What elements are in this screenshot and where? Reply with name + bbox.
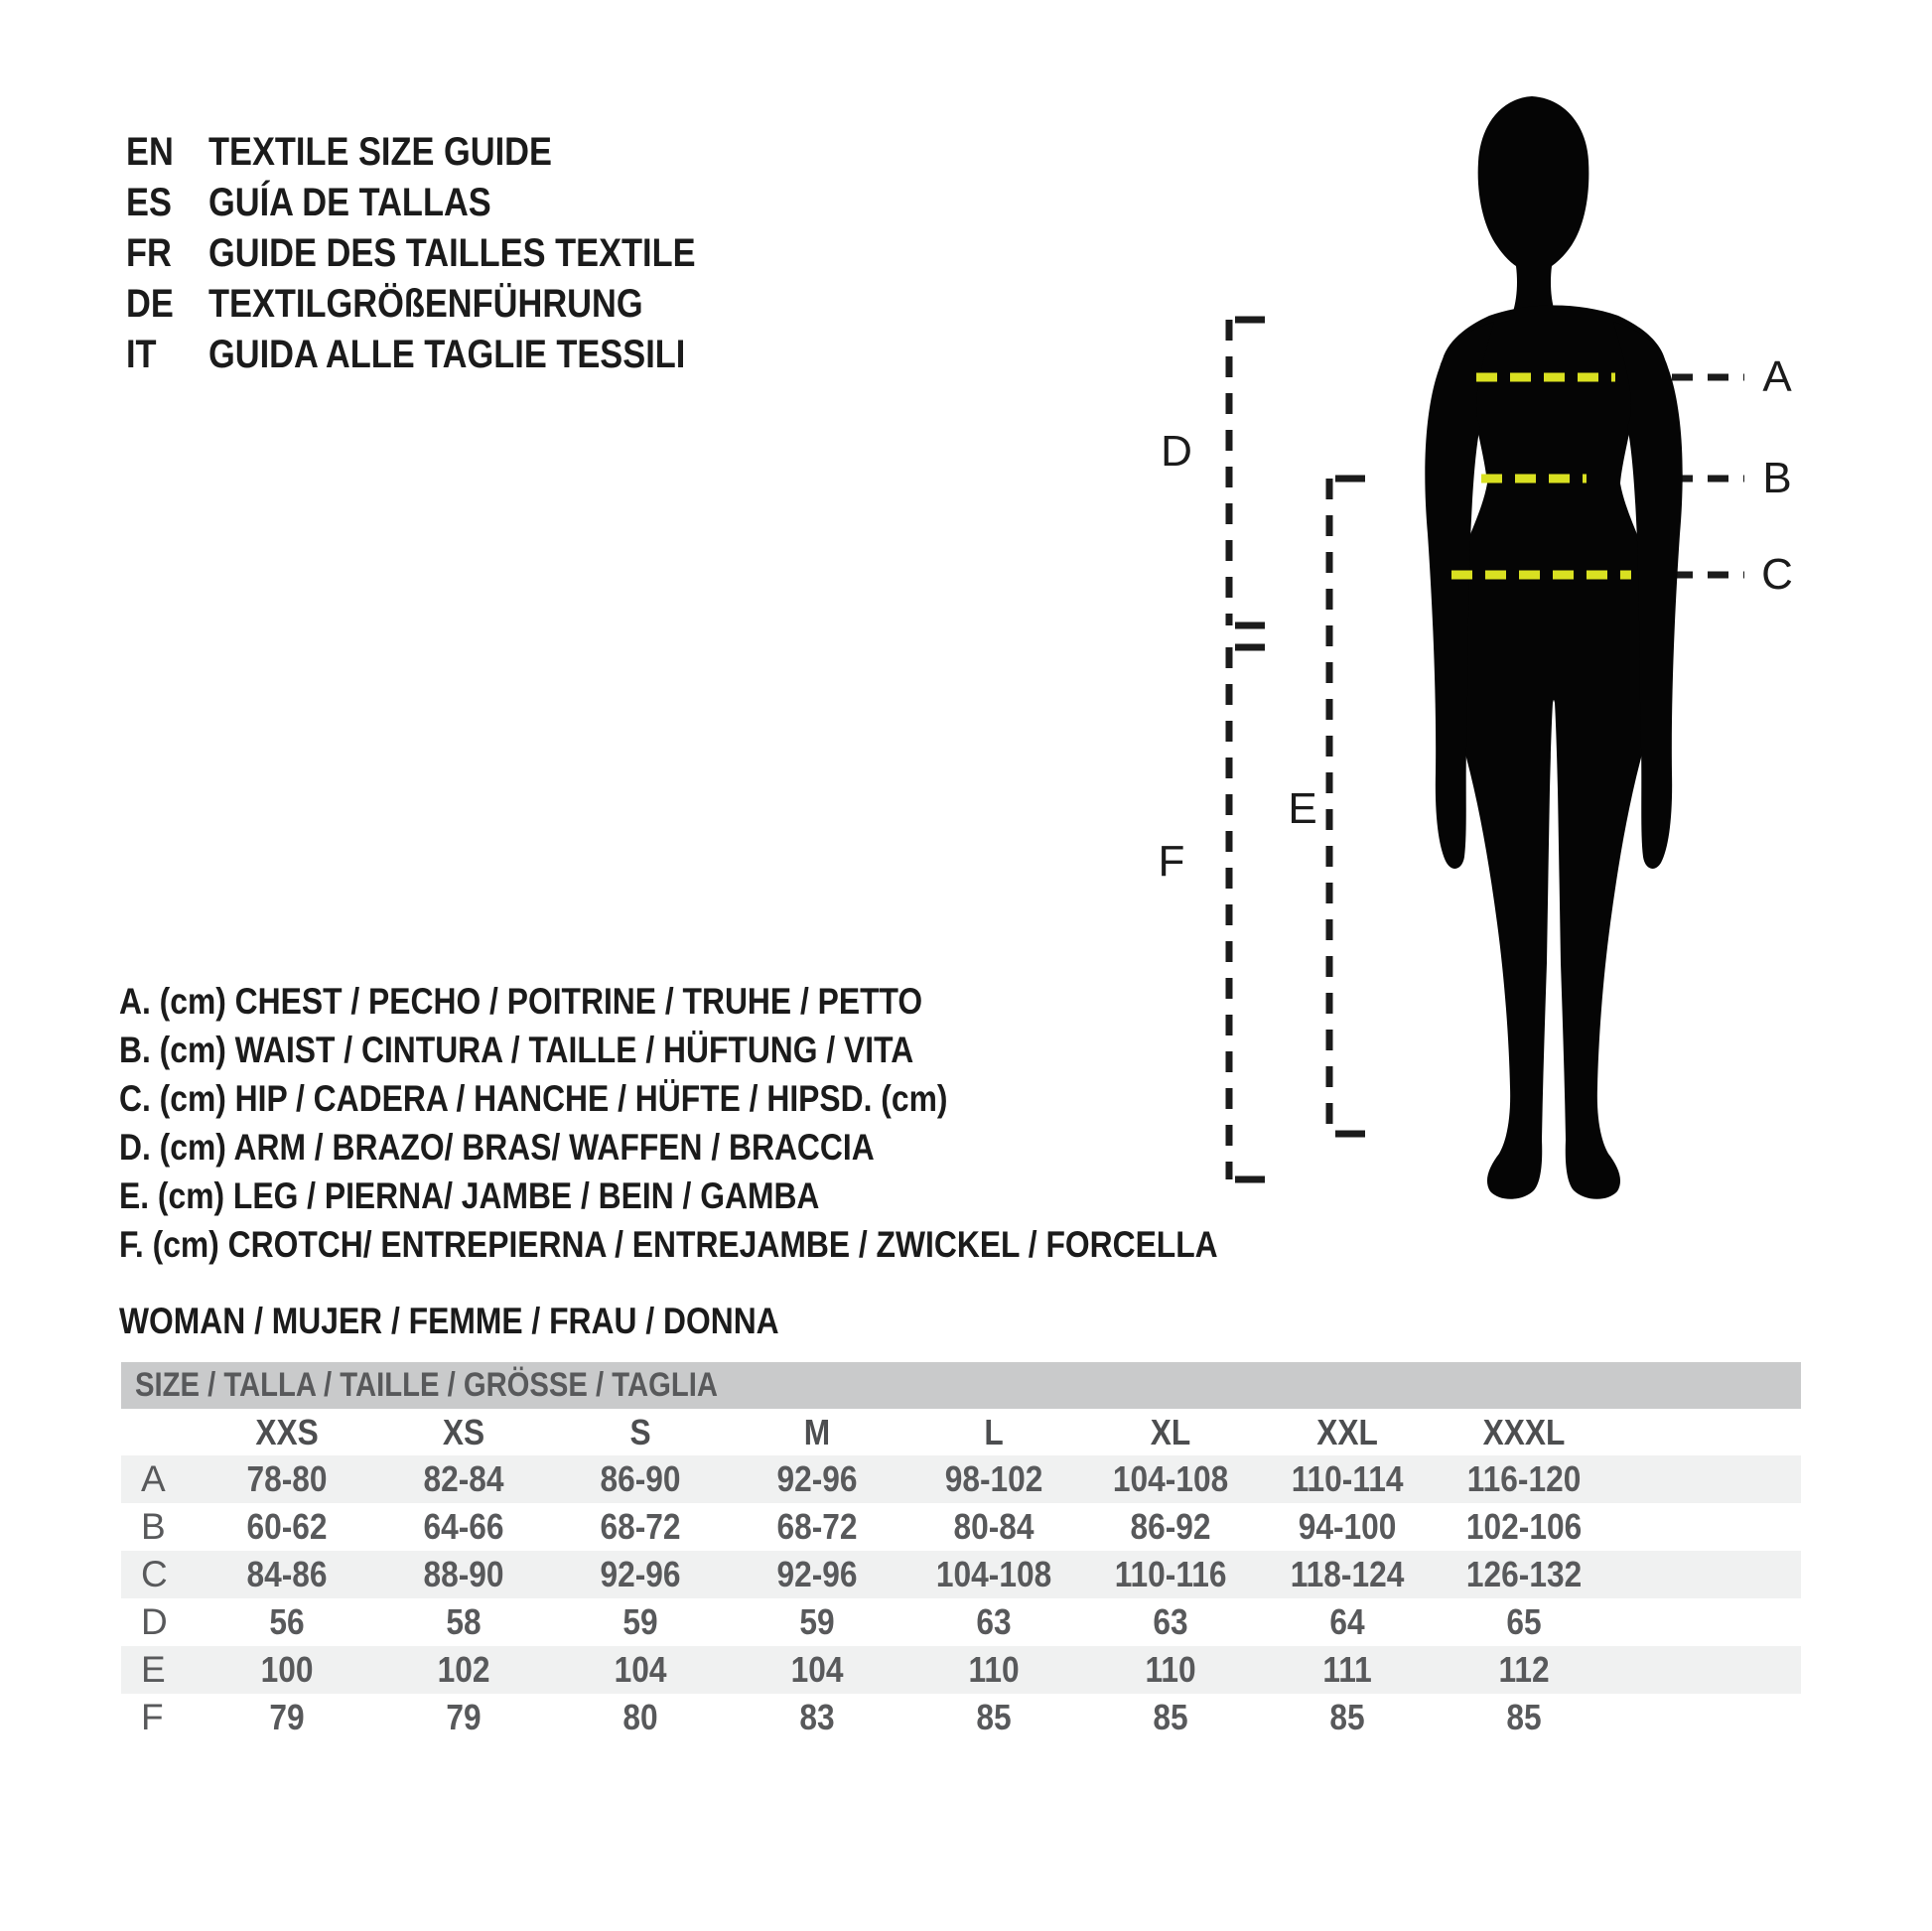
- row-label: B: [141, 1506, 166, 1547]
- cell: 92-96: [776, 1554, 858, 1594]
- cell: 102-106: [1465, 1506, 1583, 1547]
- table-row-c: [121, 1551, 1801, 1598]
- title-text: TEXTILE SIZE GUIDE: [208, 130, 552, 174]
- cell: 110: [1145, 1649, 1196, 1690]
- legend-text: D. (cm) ARM / BRAZO/ BRAS/ WAFFEN / BRACCIA: [119, 1126, 875, 1168]
- cell: 78-80: [246, 1458, 328, 1499]
- cell: 59: [622, 1601, 658, 1642]
- lang-code: DE: [126, 282, 174, 326]
- size-columns-row: [121, 1409, 1801, 1455]
- table-row-a: [121, 1455, 1801, 1503]
- cell: 85: [976, 1697, 1012, 1737]
- cell: 80: [622, 1697, 658, 1737]
- cell: 80-84: [953, 1506, 1035, 1547]
- table-row-e: [121, 1646, 1801, 1694]
- cell: 100: [260, 1649, 314, 1690]
- size-table-header-bar: [121, 1362, 1801, 1409]
- cell: 104-108: [935, 1554, 1052, 1594]
- cell: 85: [1506, 1697, 1542, 1737]
- column-header-xxxl: XXXL: [1482, 1411, 1566, 1452]
- legend-item-c: [119, 1074, 1397, 1123]
- cell: 110-116: [1114, 1554, 1227, 1594]
- woman-silhouette: [1425, 96, 1682, 1199]
- cell: 110-114: [1291, 1458, 1404, 1499]
- figure-label-e: E: [1288, 784, 1317, 833]
- column-header-xxs: XXS: [255, 1411, 319, 1452]
- column-header-xxl: XXL: [1316, 1411, 1378, 1452]
- table-row-b: [121, 1503, 1801, 1551]
- row-label: F: [141, 1697, 164, 1737]
- row-label: C: [141, 1554, 168, 1594]
- row-label: D: [141, 1601, 168, 1642]
- cell: 102: [437, 1649, 490, 1690]
- cell: 64: [1329, 1601, 1365, 1642]
- lang-code: FR: [126, 231, 172, 275]
- cell: 94-100: [1298, 1506, 1397, 1547]
- figure-label-b: B: [1762, 454, 1792, 502]
- cell: 79: [269, 1697, 305, 1737]
- legend-text: C. (cm) HIP / CADERA / HANCHE / HÜFTE / HIPSD. (cm): [119, 1077, 948, 1119]
- cell: 86-90: [600, 1458, 681, 1499]
- cell: 84-86: [246, 1554, 328, 1594]
- figure-label-d: D: [1161, 427, 1192, 476]
- table-row-d: [121, 1598, 1801, 1646]
- figure-label-c: C: [1761, 550, 1793, 599]
- column-header-xl: XL: [1150, 1411, 1191, 1452]
- cell: 56: [269, 1601, 305, 1642]
- cell: 82-84: [423, 1458, 504, 1499]
- cell: 83: [799, 1697, 835, 1737]
- title-text: GUÍA DE TALLAS: [208, 181, 491, 224]
- legend-text: A. (cm) CHEST / PECHO / POITRINE / TRUHE / PETTO: [119, 980, 923, 1022]
- legend-text: F. (cm) CROTCH/ ENTREPIERNA / ENTREJAMBE / ZWICKEL / FORCELLA: [119, 1223, 1218, 1265]
- legend-item-d: [119, 1123, 1397, 1172]
- legend-text: B. (cm) WAIST / CINTURA / TAILLE / HÜFTUNG / VITA: [119, 1029, 914, 1070]
- size-table: [121, 1362, 1801, 1741]
- table-row-f: [121, 1694, 1801, 1741]
- measurement-legend: [119, 977, 1397, 1269]
- size-table-header-text: SIZE / TALLA / TAILLE / GRÖSSE / TAGLIA: [135, 1366, 718, 1404]
- cell: 111: [1322, 1649, 1372, 1690]
- cell: 68-72: [600, 1506, 681, 1547]
- cell: 60-62: [246, 1506, 328, 1547]
- cell: 104: [614, 1649, 667, 1690]
- gender-heading: [119, 1297, 887, 1345]
- cell: 110: [968, 1649, 1020, 1690]
- row-label: E: [141, 1649, 166, 1690]
- cell: 92-96: [600, 1554, 681, 1594]
- cell: 85: [1153, 1697, 1188, 1737]
- lang-code: EN: [126, 130, 174, 174]
- cell: 118-124: [1290, 1554, 1405, 1594]
- cell: 85: [1329, 1697, 1365, 1737]
- column-header-l: L: [984, 1411, 1004, 1452]
- title-text: GUIDA ALLE TAGLIE TESSILI: [208, 333, 686, 376]
- cell: 116-120: [1466, 1458, 1582, 1499]
- legend-item-f: [119, 1220, 1397, 1269]
- cell: 126-132: [1465, 1554, 1583, 1594]
- cell: 68-72: [776, 1506, 858, 1547]
- lang-code: IT: [126, 333, 157, 376]
- cell: 65: [1506, 1601, 1542, 1642]
- cell: 86-92: [1130, 1506, 1211, 1547]
- figure-label-f: F: [1158, 837, 1185, 886]
- row-label: A: [141, 1458, 166, 1499]
- cell: 63: [1153, 1601, 1188, 1642]
- cell: 104-108: [1112, 1458, 1229, 1499]
- column-header-m: M: [803, 1411, 831, 1452]
- legend-item-b: [119, 1026, 1397, 1074]
- cell: 59: [799, 1601, 835, 1642]
- title-text: TEXTILGRÖßENFÜHRUNG: [208, 282, 643, 326]
- legend-text: E. (cm) LEG / PIERNA/ JAMBE / BEIN / GAMBA: [119, 1174, 820, 1216]
- gender-heading-text: WOMAN / MUJER / FEMME / FRAU / DONNA: [119, 1300, 779, 1341]
- legend-item-e: [119, 1172, 1397, 1220]
- lang-code: ES: [126, 181, 172, 224]
- cell: 104: [790, 1649, 844, 1690]
- legend-item-a: [119, 977, 1397, 1026]
- cell: 63: [976, 1601, 1012, 1642]
- column-header-xs: XS: [442, 1411, 485, 1452]
- cell: 112: [1498, 1649, 1550, 1690]
- cell: 79: [446, 1697, 482, 1737]
- column-header-s: S: [629, 1411, 651, 1452]
- cell: 64-66: [423, 1506, 504, 1547]
- cell: 88-90: [423, 1554, 504, 1594]
- cell: 58: [446, 1601, 482, 1642]
- silhouette-head: [1478, 96, 1589, 318]
- cell: 92-96: [776, 1458, 858, 1499]
- title-text: GUIDE DES TAILLES TEXTILE: [208, 231, 696, 275]
- cell: 98-102: [944, 1458, 1043, 1499]
- figure-label-a: A: [1762, 352, 1792, 401]
